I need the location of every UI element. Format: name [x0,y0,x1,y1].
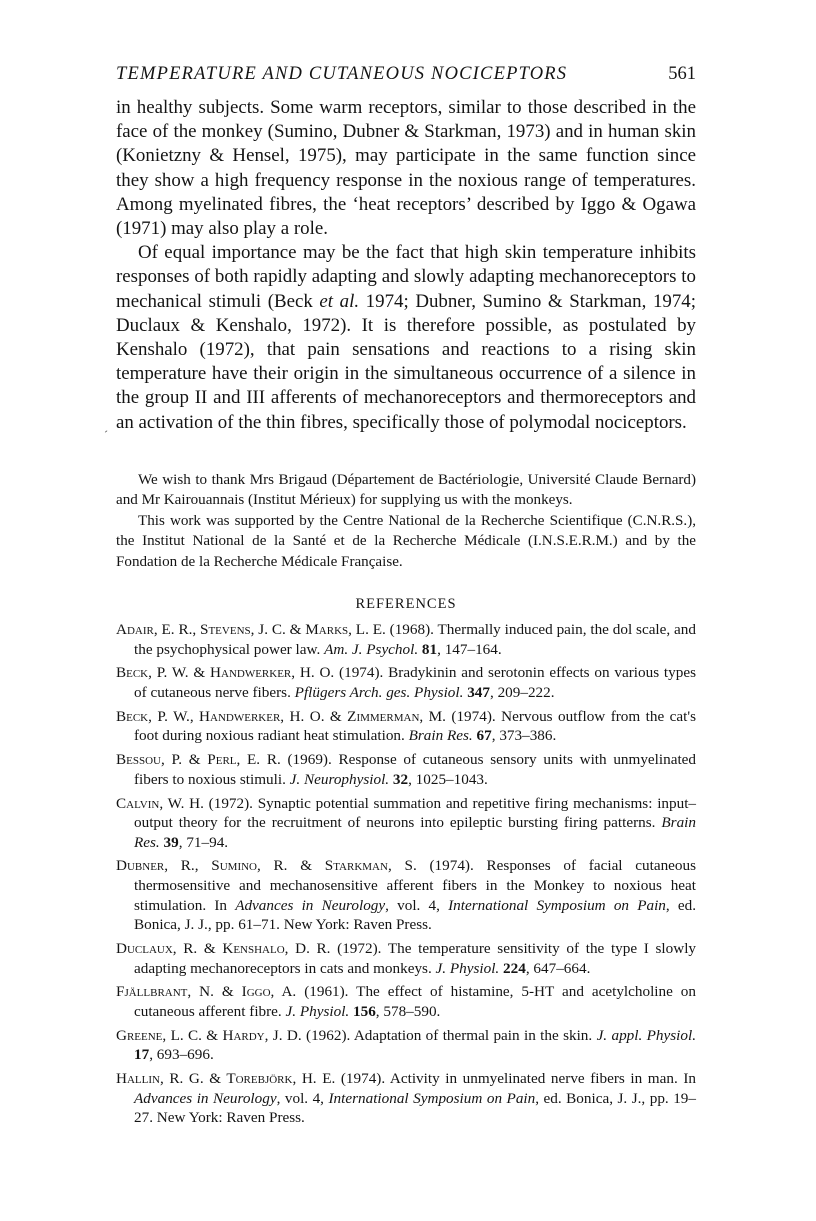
reference-authors: Greene, L. C. & Hardy, J. D. [116,1026,302,1044]
reference-journal: Pflügers Arch. ges. Physiol. [294,683,464,701]
reference-authors: Duclaux, R. & Kenshalo, D. R. [116,940,331,958]
reference-item [116,1069,696,1128]
reference-journal: Advances in Neurology [134,1089,277,1107]
reference-pages: , 71–94. [178,833,229,851]
reference-item [116,663,696,702]
reference-authors: Fjällbrant, N. & Iggo, A. [116,983,297,1001]
ack-paragraph: This work was supported by the Centre National de la Recherche Scientifique (C.N.R.S.), the Institut National de la Santé et de la Recherche Médicale (I.N.S.E.R.M.) and by the Fondation de la Recherche Médicale Française. [116,512,696,570]
reference-pages: , 578–590. [375,1003,441,1020]
reference-title: (1974). Activity in unmyelinated nerve fibers in man. In [335,1070,696,1088]
reference-authors: Calvin, W. H. [116,794,204,812]
reference-journal: Brain Res. [408,727,473,745]
reference-title: (1972). The temperature sensitivity of the type I slowly adapting mechanoreceptors in cats and monkeys. [134,940,697,977]
stray-mark-icon: ´ [104,428,108,442]
reference-pages: , 209–222. [489,683,555,701]
reference-authors: Hallin, R. G. & Torebjörk, H. E. [116,1070,336,1088]
reference-title: (1968). Thermally induced pain, the dol scale, and the psychophysical power law. [134,621,696,658]
reference-journal: J. Physiol. [435,959,500,977]
reference-journal: Brain Res. [134,814,696,851]
reference-volume: 224 [503,959,526,977]
italic-text: et al. [319,290,360,312]
reference-pages: , 1025–1043. [408,770,488,788]
reference-item [116,620,696,659]
reference-volume: 81 [421,640,438,658]
reference-journal: J. Neurophysiol. [289,770,390,788]
reference-pages: , 373–386. [491,727,557,745]
text-span: 1974; Dubner, Sumino & Starkman, 1974; Duclaux & Kenshalo, 1972). It is therefore possible, as postulated by Kenshalo (1972), that pain sensations and reactions to a rising skin temperature have their origin in the simultaneous occurrence of a silence in the group II and III afferents of mechanoreceptors and thermoreceptors and an activation of the thin fibres, specifically those of polymodal nociceptors. [116,290,696,433]
reference-title: (1972). Synaptic potential summation and repetitive firing mechanisms: input–output theory for the recruitment of neurons into epileptic bursting firing patterns. [134,794,697,832]
reference-title: (1962). Adaptation of thermal pain in the skin. [301,1026,597,1044]
reference-pages: , 147–164. [437,640,502,658]
reference-title: (1974). Responses of facial cutaneous thermosensitive and mechanosensitive afferent fibers in the Monkey to noxious heat stimulation. In [134,857,697,914]
reference-journal: Am. J. Psychol. [324,640,419,658]
reference-item [116,1026,696,1065]
reference-journal: J. appl. Physiol. [596,1026,696,1044]
reference-title: (1974). Nervous outflow from the cat's foot during noxious radiant heat stimulation. [134,707,696,745]
reference-title: (1969). Response of cutaneous sensory units with unmyelinated fibers to noxious stimuli. [134,751,696,788]
reference-item [116,750,696,789]
reference-journal: Advances in Neurology [235,896,386,914]
reference-volume: 39 [163,833,179,851]
reference-authors: Beck, P. W., Handwerker, H. O. & Zimmerman, M. [116,707,446,725]
reference-authors: Bessou, P. & Perl, E. R. [116,751,281,769]
reference-pages: , 693–696. [149,1046,214,1064]
acknowledgements [116,470,696,572]
running-title: TEMPERATURE AND CUTANEOUS NOCICEPTORS [116,64,568,84]
reference-pages: , 647–664. [525,959,591,977]
reference-series: International Symposium on Pain [448,896,666,914]
reference-item [116,856,696,934]
body-text [116,96,696,435]
body-paragraph: in healthy subjects. Some warm receptors, similar to those described in the face of the monkey (Sumino, Dubner & Starkman, 1973) and in human skin (Konietzny & Hensel, 1975), may participate in the same function since they show a high frequency response in the noxious range of temperatures. Among myelinated fibres, the ‘heat receptors’ described by Iggo & Ogawa (1971) may also play a role. [116,97,696,240]
reference-pages: , vol. 4, [276,1089,329,1107]
page-number: 561 [668,64,696,84]
reference-volume: 347 [467,683,490,701]
reference-pages: , vol. 4, [385,896,449,914]
references-heading: REFERENCES [355,596,457,612]
reference-list [116,620,696,1132]
reference-authors: Dubner, R., Sumino, R. & Starkman, S. [116,857,417,875]
reference-journal: J. Physiol. [285,1003,350,1020]
text-span: Of equal importance may be the fact that high skin temperature inhibits responses of both rapidly adapting and slowly adapting mechanoreceptors to mechanical stimuli (Beck [116,242,696,312]
reference-authors: Beck, P. W. & Handwerker, H. O. [116,664,335,682]
reference-volume: 67 [476,727,492,745]
reference-suffix: , ed. Bonica, J. J., pp. 19–27. New York: Raven Press. [134,1089,696,1127]
reference-item [116,982,696,1021]
reference-title: (1961). The effect of histamine, 5-HT and acetylcholine on cutaneous afferent fibre. [134,983,696,1020]
ack-paragraph: We wish to thank Mrs Brigaud (Département de Bactériologie, Université Claude Bernard) and Mr Kairouannais (Institut Mérieux) for supplying us with the monkeys. [116,472,696,509]
reference-volume: 32 [392,770,409,788]
reference-item [116,794,696,853]
reference-title: (1974). Bradykinin and serotonin effects on various types of cutaneous nerve fibers. [134,664,696,701]
page-header [116,64,696,88]
reference-item [116,707,696,746]
reference-volume: 156 [353,1003,376,1020]
reference-volume: 17 [134,1046,150,1064]
reference-suffix: , ed. Bonica, J. J., pp. 61–71. New York: Raven Press. [134,896,697,934]
reference-authors: Adair, E. R., Stevens, J. C. & Marks, L. E. [116,621,386,638]
reference-item [116,939,696,978]
reference-series: International Symposium on Pain [328,1089,536,1107]
body-paragraph [116,241,696,435]
